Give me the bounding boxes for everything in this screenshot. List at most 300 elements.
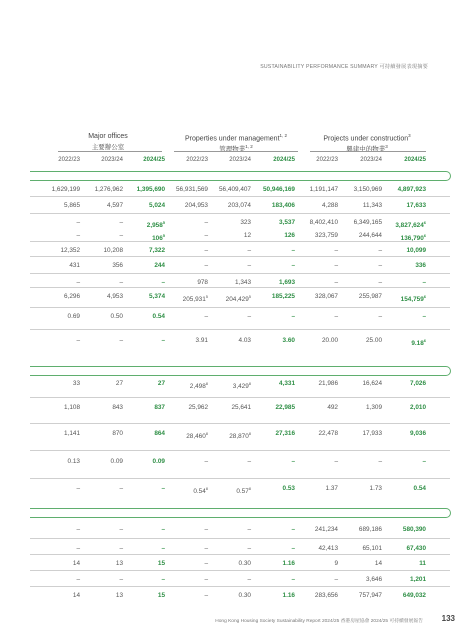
table-cell (298, 218, 338, 228)
table-cell (211, 201, 251, 211)
table-cell (255, 246, 295, 256)
table-cell (298, 575, 338, 585)
cell-value: 0.13 (67, 458, 80, 465)
table-cell (40, 544, 80, 554)
table-cell (40, 246, 80, 256)
table-cell (83, 231, 123, 241)
table-cell (40, 261, 80, 271)
table-cell (125, 231, 165, 244)
cell-value: 9,036 (410, 430, 426, 437)
cell-value: 1.37 (325, 485, 338, 492)
table-cell (342, 201, 382, 211)
table-cell (211, 525, 251, 535)
table-cell (211, 379, 251, 392)
cell-value: 283,656 (314, 592, 338, 599)
cell-value: 431 (69, 262, 80, 269)
cell-value: – (76, 545, 80, 552)
cell-value: 5,024 (149, 202, 165, 209)
table-cell (125, 559, 165, 569)
cell-value: – (378, 279, 382, 286)
cell-value: 336 (415, 262, 426, 269)
cell-value: 649,032 (402, 592, 426, 599)
table-cell (83, 278, 123, 288)
cell-value: 5,374 (149, 293, 165, 300)
cell-footnote: 8 (205, 431, 208, 436)
cell-value: 27 (157, 380, 165, 387)
year-header-cell: 2024/25 (273, 157, 295, 163)
cell-value: 323,759 (314, 232, 338, 239)
cell-value: 205,931 (182, 296, 206, 303)
year-header-cell: 2022/23 (316, 157, 338, 163)
table-cell (211, 278, 251, 288)
table-cell (255, 336, 295, 346)
section-bracket-bottom (30, 508, 451, 518)
table-cell (83, 591, 123, 601)
table-cell (211, 246, 251, 256)
cell-value: 27,316 (275, 430, 295, 437)
group-proj-zh-sup: 3 (385, 144, 388, 150)
table-row (0, 403, 471, 413)
table-row (0, 336, 471, 346)
cell-value: – (291, 262, 295, 269)
table-cell (83, 429, 123, 439)
table-cell (125, 484, 165, 494)
table-cell (255, 231, 295, 241)
cell-value: – (247, 526, 251, 533)
cell-value: – (247, 313, 251, 320)
cell-value: – (119, 279, 123, 286)
table-cell (386, 185, 426, 195)
cell-value: 56,409,407 (219, 186, 251, 193)
cell-value: 0.54 (193, 488, 206, 495)
cell-value: – (76, 485, 80, 492)
cell-value: 203,074 (227, 202, 251, 209)
table-cell (40, 292, 80, 302)
cell-value: – (161, 526, 165, 533)
table-cell (342, 575, 382, 585)
table-cell (168, 525, 208, 535)
cell-value: 9.18 (411, 340, 424, 347)
table-cell (40, 278, 80, 288)
cell-value: 689,186 (358, 526, 382, 533)
table-cell (255, 403, 295, 413)
cell-value: 15 (157, 592, 165, 599)
cell-value: 1,693 (279, 279, 295, 286)
table-cell (255, 261, 295, 271)
table-cell (211, 218, 251, 228)
table-cell (40, 429, 80, 439)
row-divider (30, 570, 450, 571)
row-divider (30, 423, 450, 424)
cell-footnote: 5 (162, 233, 165, 238)
table-cell (386, 246, 426, 256)
group-major-underline (58, 151, 162, 152)
table-row (0, 246, 471, 256)
row-divider (30, 450, 450, 451)
cell-value: 12,352 (60, 247, 80, 254)
cell-value: 580,390 (402, 526, 426, 533)
cell-footnote: 8 (248, 381, 251, 386)
table-cell (168, 246, 208, 256)
cell-value: 978 (197, 279, 208, 286)
cell-value: 0.69 (67, 313, 80, 320)
cell-value: – (334, 262, 338, 269)
cell-value: 0.53 (282, 485, 295, 492)
table-cell (342, 457, 382, 467)
cell-value: 42,413 (318, 545, 338, 552)
year-header-cell: 2022/23 (186, 157, 208, 163)
row-divider (30, 273, 450, 274)
table-cell (386, 231, 426, 244)
table-row (0, 292, 471, 302)
cell-value: – (204, 313, 208, 320)
row-divider (30, 307, 450, 308)
group-proj-zh: 興建中的物業 (346, 146, 386, 154)
group-prop-zh-sup: 1, 2 (245, 144, 253, 150)
cell-value: – (334, 313, 338, 320)
cell-value: – (119, 219, 123, 226)
table-row (0, 575, 471, 585)
cell-footnote: 8 (248, 486, 251, 491)
table-cell (386, 575, 426, 585)
cell-value: 106 (152, 235, 163, 242)
cell-value: 0.54 (413, 485, 426, 492)
cell-value: 3,150,969 (353, 186, 382, 193)
table-cell (386, 278, 426, 288)
table-cell (211, 231, 251, 241)
table-cell (298, 336, 338, 346)
table-cell (83, 292, 123, 302)
cell-footnote: 5 (162, 220, 165, 225)
table-row (0, 559, 471, 569)
cell-value: 1,395,690 (136, 186, 165, 193)
table-cell (386, 484, 426, 494)
cell-value: – (378, 262, 382, 269)
table-cell (298, 484, 338, 494)
table-cell (40, 457, 80, 467)
cell-value: 0.50 (110, 313, 123, 320)
cell-value: 2,498 (189, 383, 206, 390)
table-cell (255, 201, 295, 211)
cell-value: – (334, 576, 338, 583)
cell-value: 65,101 (362, 545, 382, 552)
cell-value: – (119, 576, 123, 583)
cell-value: 14 (72, 592, 80, 599)
table-cell (125, 544, 165, 554)
table-cell (342, 312, 382, 322)
table-cell (40, 218, 80, 228)
cell-footnote: 6 (423, 233, 426, 238)
table-cell (40, 484, 80, 494)
table-cell (168, 403, 208, 413)
cell-value: 10,099 (406, 247, 426, 254)
table-cell (168, 231, 208, 241)
table-cell (168, 457, 208, 467)
cell-value: 14 (374, 560, 382, 567)
table-cell (342, 185, 382, 195)
table-cell (255, 457, 295, 467)
table-cell (386, 201, 426, 211)
cell-value: 3,429 (232, 383, 249, 390)
cell-value: 126 (284, 232, 295, 239)
cell-value: – (76, 232, 80, 239)
cell-value: 185,225 (271, 293, 295, 300)
table-cell (342, 336, 382, 346)
table-cell (386, 312, 426, 322)
cell-value: 14 (72, 560, 80, 567)
table-cell (83, 379, 123, 389)
cell-value: – (291, 545, 295, 552)
table-cell (168, 185, 208, 195)
table-cell (298, 403, 338, 413)
year-header-cell: 2023/24 (360, 157, 382, 163)
cell-value: – (247, 262, 251, 269)
cell-value: – (247, 576, 251, 583)
table-cell (83, 246, 123, 256)
table-cell (342, 379, 382, 389)
table-row (0, 201, 471, 211)
cell-value: 837 (154, 404, 165, 411)
cell-value: 1,141 (64, 430, 80, 437)
cell-footnote: 6 (423, 220, 426, 225)
cell-value: 3.60 (282, 337, 295, 344)
cell-value: 0.30 (238, 560, 251, 567)
cell-value: 1,343 (235, 279, 251, 286)
cell-value: – (119, 485, 123, 492)
table-cell (211, 292, 251, 305)
cell-value: 20.00 (322, 337, 338, 344)
cell-value: 7,026 (410, 380, 426, 387)
cell-value: 255,987 (358, 293, 382, 300)
cell-value: 1,629,199 (51, 186, 80, 193)
table-cell (386, 218, 426, 231)
cell-value: 154,759 (400, 296, 424, 303)
cell-value: – (204, 576, 208, 583)
table-cell (298, 312, 338, 322)
cell-value: – (291, 576, 295, 583)
table-cell (40, 559, 80, 569)
table-cell (211, 559, 251, 569)
table-cell (255, 559, 295, 569)
table-cell (342, 544, 382, 554)
table-cell (125, 185, 165, 195)
cell-value: – (422, 458, 426, 465)
table-cell (211, 429, 251, 442)
cell-value: 136,790 (400, 235, 424, 242)
table-cell (40, 379, 80, 389)
cell-value: 28,870 (229, 433, 249, 440)
cell-value: 1,309 (366, 404, 382, 411)
table-cell (125, 525, 165, 535)
cell-footnote: 8 (205, 486, 208, 491)
cell-value: 17,933 (362, 430, 382, 437)
cell-value: 22,478 (318, 430, 338, 437)
cell-value: 4,597 (107, 202, 123, 209)
table-cell (168, 575, 208, 585)
cell-value: 204,429 (225, 296, 249, 303)
table-cell (342, 231, 382, 241)
year-header-cell: 2024/25 (143, 157, 165, 163)
cell-value: – (204, 545, 208, 552)
table-cell (386, 379, 426, 389)
table-cell (342, 525, 382, 535)
table-cell (255, 379, 295, 389)
cell-value: 2,010 (410, 404, 426, 411)
table-cell (125, 218, 165, 231)
table-cell (386, 429, 426, 439)
table-cell (83, 312, 123, 322)
table-cell (125, 201, 165, 211)
table-cell (125, 261, 165, 271)
cell-value: 4,288 (322, 202, 338, 209)
table-cell (342, 218, 382, 228)
row-divider (30, 213, 450, 214)
table-cell (168, 484, 208, 497)
cell-value: 0.09 (110, 458, 123, 465)
table-cell (342, 559, 382, 569)
table-cell (40, 312, 80, 322)
table-row (0, 525, 471, 535)
cell-value: – (204, 592, 208, 599)
cell-value: – (422, 279, 426, 286)
row-divider (30, 256, 450, 257)
cell-value: 5,865 (64, 202, 80, 209)
table-cell (83, 218, 123, 228)
cell-value: 3,537 (279, 219, 295, 226)
table-cell (40, 591, 80, 601)
cell-value: 13 (115, 560, 123, 567)
table-cell (342, 292, 382, 302)
table-cell (255, 218, 295, 228)
cell-value: 0.54 (152, 313, 165, 320)
cell-value: – (247, 458, 251, 465)
table-cell (342, 429, 382, 439)
table-cell (168, 218, 208, 228)
table-row (0, 312, 471, 322)
table-cell (211, 185, 251, 195)
cell-value: 328,067 (314, 293, 338, 300)
group-major-offices (52, 133, 164, 151)
cell-value: – (204, 262, 208, 269)
cell-value: – (76, 576, 80, 583)
table-cell (298, 261, 338, 271)
cell-value: 17,633 (406, 202, 426, 209)
cell-value: 25,641 (231, 404, 251, 411)
cell-value: 1,201 (410, 576, 426, 583)
table-cell (83, 575, 123, 585)
cell-value: 864 (154, 430, 165, 437)
table-cell (40, 201, 80, 211)
group-prop-en: Properties under management (184, 135, 280, 143)
cell-value: 67,430 (406, 545, 426, 552)
cell-value: – (204, 560, 208, 567)
row-divider (30, 478, 450, 479)
cell-value: – (378, 458, 382, 465)
cell-value: 492 (327, 404, 338, 411)
table-cell (125, 278, 165, 288)
cell-footnote: 8 (205, 381, 208, 386)
cell-value: – (334, 458, 338, 465)
table-cell (386, 336, 426, 349)
cell-value: 183,406 (271, 202, 295, 209)
cell-value: 1,276,962 (94, 186, 123, 193)
cell-value: – (119, 526, 123, 533)
cell-value: – (161, 337, 165, 344)
table-row (0, 429, 471, 439)
cell-value: 0.30 (238, 592, 251, 599)
table-cell (83, 457, 123, 467)
row-divider (30, 586, 450, 587)
table-cell (298, 457, 338, 467)
cell-value: – (291, 313, 295, 320)
cell-footnote: 8 (248, 431, 251, 436)
table-cell (255, 525, 295, 535)
table-cell (342, 278, 382, 288)
group-prop-underline (174, 151, 298, 152)
cell-value: 323 (240, 219, 251, 226)
table-cell (40, 575, 80, 585)
cell-value: 9 (334, 560, 338, 567)
cell-value: – (76, 279, 80, 286)
group-proj-en-sup: 3 (408, 133, 411, 138)
table-row (0, 591, 471, 601)
table-cell (125, 246, 165, 256)
table-cell (211, 261, 251, 271)
group-prop-zh: 管理物業 (219, 146, 246, 154)
table-cell (83, 544, 123, 554)
table-cell (386, 544, 426, 554)
section-bracket-top (30, 171, 451, 181)
table-cell (298, 379, 338, 389)
cell-value: – (204, 219, 208, 226)
cell-value: 25,962 (188, 404, 208, 411)
table-cell (40, 185, 80, 195)
cell-footnote: 5 (205, 294, 208, 299)
cell-value: 2,958 (146, 222, 163, 229)
cell-value: 11,343 (362, 202, 382, 209)
table-cell (255, 278, 295, 288)
table-cell (342, 591, 382, 601)
cell-value: 11 (419, 560, 426, 567)
cell-value: 3,827,624 (395, 222, 424, 229)
cell-value: 3.91 (195, 337, 208, 344)
table-cell (125, 403, 165, 413)
cell-value: 4,897,923 (397, 186, 426, 193)
cell-value: 3,646 (366, 576, 382, 583)
group-major-zh: 主要辦公室 (91, 144, 125, 151)
table-row (0, 231, 471, 241)
cell-value: – (291, 458, 295, 465)
table-row (0, 261, 471, 271)
table-cell (255, 591, 295, 601)
table-cell (168, 559, 208, 569)
table-cell (125, 379, 165, 389)
table-cell (298, 246, 338, 256)
table-cell (83, 336, 123, 346)
table-cell (386, 559, 426, 569)
cell-value: – (247, 247, 251, 254)
cell-value: 0.57 (236, 488, 249, 495)
table-cell (125, 457, 165, 467)
table-cell (168, 278, 208, 288)
cell-value: – (204, 232, 208, 239)
section-bracket-middle (30, 366, 451, 376)
table-cell (211, 403, 251, 413)
cell-value: – (204, 247, 208, 254)
table-cell (298, 231, 338, 241)
row-divider (30, 554, 450, 555)
table-row (0, 379, 471, 389)
